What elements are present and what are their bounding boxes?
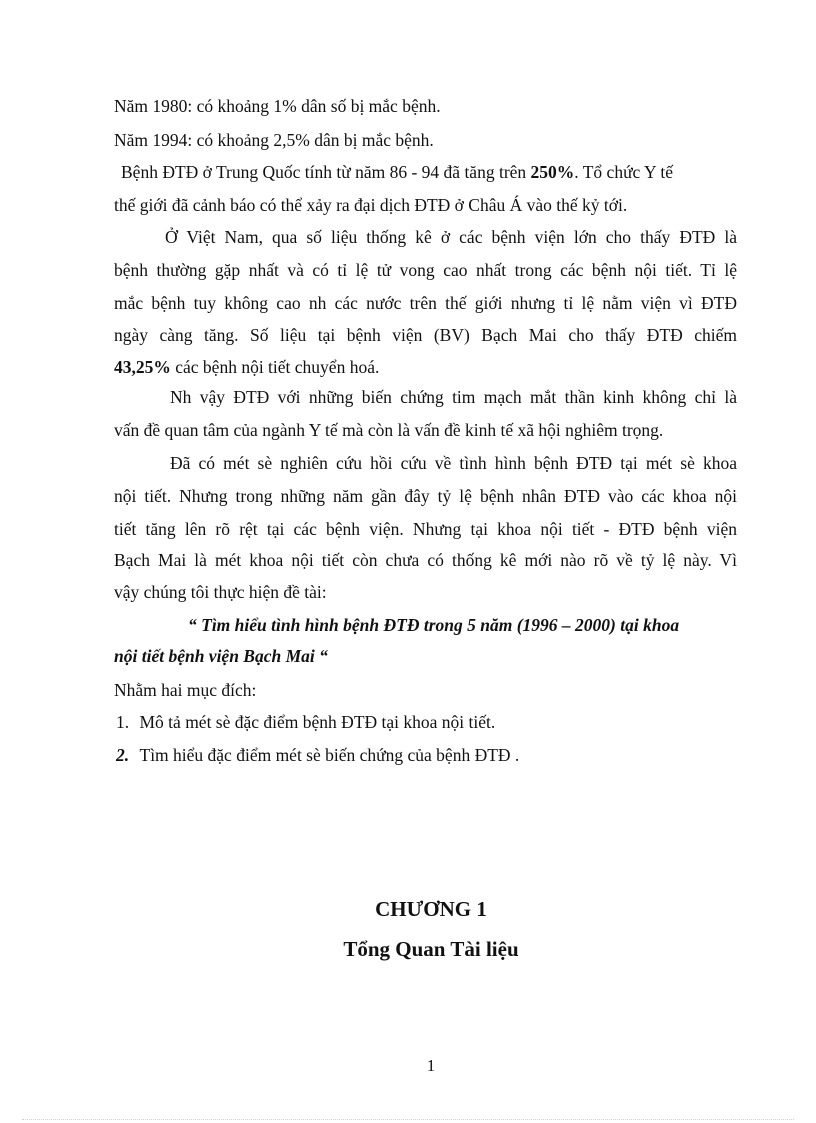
paragraph-line: Năm 1994: có khoảng 2,5% dân bị mắc bệnh. <box>114 130 434 150</box>
text-run: . Tổ chức Y tế <box>574 162 674 182</box>
paragraph-line: Ở Việt Nam, qua số liệu thống kê ở các bệnh viện lớn cho thấy ĐTĐ là <box>165 227 737 247</box>
topic-title-line: nội tiết bệnh viện Bạch Mai “ <box>114 646 328 666</box>
paragraph-line: nội tiết. Nhưng trong những năm gần đây tỷ lệ bệnh nhân ĐTĐ vào các khoa nội <box>114 486 737 506</box>
paragraph-line <box>114 356 379 378</box>
list-item-number: 2. <box>116 745 130 765</box>
text-run: các bệnh nội tiết chuyển hoá. <box>170 357 380 377</box>
chapter-title: Tổng Quan Tài liệu <box>343 937 519 961</box>
bold-percentage: 43,25% <box>114 357 171 377</box>
list-item-text: Tìm hiểu đặc điểm mét sè biến chứng của bệnh ĐTĐ . <box>139 745 520 765</box>
bold-percentage: 250% <box>530 162 575 182</box>
paragraph-line: Nhằm hai mục đích: <box>114 680 257 700</box>
paragraph-line <box>121 161 673 183</box>
list-item <box>116 744 519 766</box>
paragraph-line: ngày càng tăng. Số liệu tại bệnh viện (BV) Bạch Mai cho thấy ĐTĐ chiếm <box>114 325 737 345</box>
chapter-number: CHƯƠNG 1 <box>375 897 487 921</box>
paragraph-line: vấn đề quan tâm của ngành Y tế mà còn là vấn đề kinh tế xã hội nghiêm trọng. <box>114 420 664 440</box>
text-run: Bệnh ĐTĐ ở Trung Quốc tính từ năm 86 - 94 đã tăng trên <box>121 162 531 182</box>
list-item-number: 1. <box>116 712 130 732</box>
list-item <box>116 711 495 733</box>
paragraph-line: Đã có mét sè nghiên cứu hồi cứu về tình hình bệnh ĐTĐ tại mét sè khoa <box>170 453 737 473</box>
page-bottom-rule <box>22 1119 794 1120</box>
paragraph-line: bệnh thường gặp nhất và có tỉ lệ tử vong cao nhất trong các bệnh nội tiết. Tỉ lệ <box>114 260 737 280</box>
page-number: 1 <box>426 1056 436 1075</box>
paragraph-line: thế giới đã cảnh báo có thể xảy ra đại dịch ĐTĐ ở Châu Á vào thế kỷ tới. <box>114 195 628 215</box>
paragraph-line: Nh vậy ĐTĐ với những biến chứng tim mạch mắt thần kinh không chỉ là <box>170 387 737 407</box>
paragraph-line: vậy chúng tôi thực hiện đề tài: <box>114 582 327 602</box>
list-item-text: Mô tả mét sè đặc điểm bệnh ĐTĐ tại khoa nội tiết. <box>139 712 496 732</box>
paragraph-line: mắc bệnh tuy không cao nh các nước trên thế giới nhưng tỉ lệ nằm viện vì ĐTĐ <box>114 293 737 313</box>
paragraph-line: Năm 1980: có khoảng 1% dân số bị mắc bệnh. <box>114 96 441 116</box>
topic-title-line: “ Tìm hiểu tình hình bệnh ĐTĐ trong 5 năm (1996 – 2000) tại khoa <box>188 615 680 635</box>
paragraph-line: Bạch Mai là mét khoa nội tiết còn chưa có thống kê mới nào rõ về tỷ lệ này. Vì <box>114 550 737 570</box>
paragraph-line: tiết tăng lên rõ rệt tại các bệnh viện. Nhưng tại khoa nội tiết - ĐTĐ bệnh viện <box>114 519 737 539</box>
